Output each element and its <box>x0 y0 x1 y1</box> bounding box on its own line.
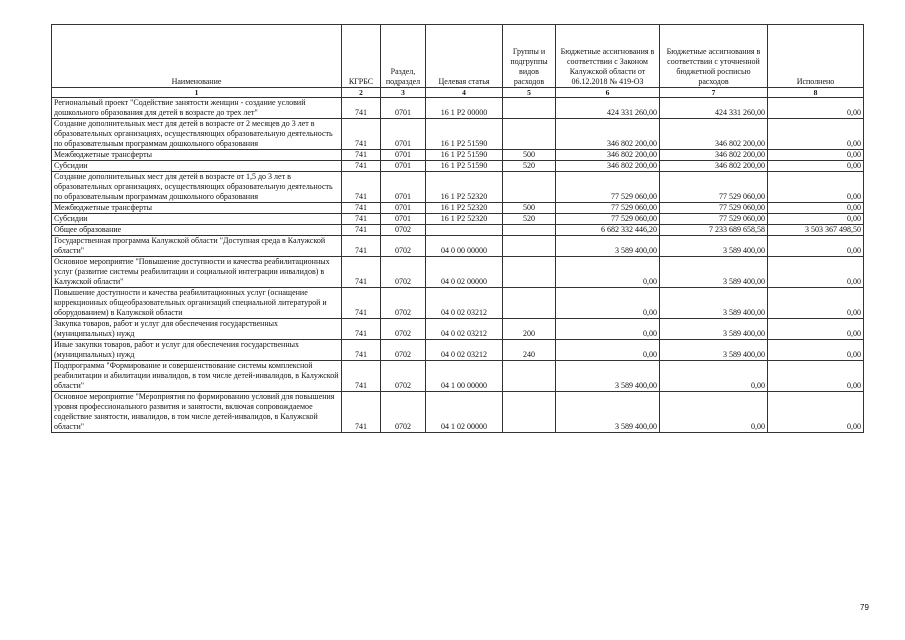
row-name: Повышение доступности и качества реабилитационных услуг (оснащение коррекционных общеобразовательных организаций специальной литературой и оборудованием) в Калужской области <box>52 288 342 319</box>
header-refined-allocations: Бюджетные ассигнования в соответствии с уточненной бюджетной росписью расходов <box>660 25 768 88</box>
row-executed-amount: 3 503 367 498,50 <box>768 225 864 236</box>
row-kgrbs: 741 <box>342 288 381 319</box>
row-section: 0702 <box>381 340 426 361</box>
table-row <box>52 203 864 214</box>
row-section: 0701 <box>381 98 426 119</box>
row-name: Закупка товаров, работ и услуг для обеспечения государственных (муниципальных) нужд <box>52 319 342 340</box>
row-executed-amount: 0,00 <box>768 236 864 257</box>
row-group <box>503 172 556 203</box>
row-refined-amount: 7 233 689 658,58 <box>660 225 768 236</box>
table-row <box>52 340 864 361</box>
row-kgrbs: 741 <box>342 361 381 392</box>
row-target: 04 0 02 00000 <box>426 257 503 288</box>
row-group: 240 <box>503 340 556 361</box>
row-kgrbs: 741 <box>342 203 381 214</box>
row-refined-amount: 424 331 260,00 <box>660 98 768 119</box>
row-law-amount: 424 331 260,00 <box>556 98 660 119</box>
row-refined-amount: 0,00 <box>660 361 768 392</box>
row-group <box>503 119 556 150</box>
row-name: Межбюджетные трансферты <box>52 203 342 214</box>
row-executed-amount: 0,00 <box>768 361 864 392</box>
table-row <box>52 172 864 203</box>
row-refined-amount: 3 589 400,00 <box>660 340 768 361</box>
row-group <box>503 98 556 119</box>
row-law-amount: 6 682 332 446,20 <box>556 225 660 236</box>
row-target: 16 1 P2 51590 <box>426 161 503 172</box>
row-executed-amount: 0,00 <box>768 392 864 433</box>
row-executed-amount: 0,00 <box>768 319 864 340</box>
column-number: 1 <box>52 88 342 98</box>
row-name: Субсидии <box>52 161 342 172</box>
table-row <box>52 361 864 392</box>
row-section: 0701 <box>381 214 426 225</box>
row-group <box>503 288 556 319</box>
row-kgrbs: 741 <box>342 161 381 172</box>
row-target: 16 1 P2 52320 <box>426 214 503 225</box>
header-law-allocations: Бюджетные ассигнования в соответствии с Законом Калужской области от 06.12.2018 № 419-ОЗ <box>556 25 660 88</box>
header-section: Раздел, подраздел <box>381 25 426 88</box>
row-section: 0701 <box>381 150 426 161</box>
row-refined-amount: 346 802 200,00 <box>660 119 768 150</box>
row-kgrbs: 741 <box>342 392 381 433</box>
row-target: 16 1 P2 51590 <box>426 119 503 150</box>
row-name: Иные закупки товаров, работ и услуг для обеспечения государственных (муниципальных) нужд <box>52 340 342 361</box>
row-target: 04 1 00 00000 <box>426 361 503 392</box>
row-law-amount: 346 802 200,00 <box>556 150 660 161</box>
row-law-amount: 3 589 400,00 <box>556 236 660 257</box>
row-name: Государственная программа Калужской области "Доступная среда в Калужской области" <box>52 236 342 257</box>
row-law-amount: 346 802 200,00 <box>556 161 660 172</box>
column-number-row <box>52 88 864 98</box>
column-number: 7 <box>660 88 768 98</box>
row-law-amount: 77 529 060,00 <box>556 203 660 214</box>
row-group <box>503 361 556 392</box>
row-executed-amount: 0,00 <box>768 214 864 225</box>
row-executed-amount: 0,00 <box>768 150 864 161</box>
row-refined-amount: 346 802 200,00 <box>660 161 768 172</box>
table-row <box>52 288 864 319</box>
row-executed-amount: 0,00 <box>768 203 864 214</box>
row-executed-amount: 0,00 <box>768 288 864 319</box>
header-executed: Исполнено <box>768 25 864 88</box>
row-law-amount: 3 589 400,00 <box>556 361 660 392</box>
row-refined-amount: 3 589 400,00 <box>660 319 768 340</box>
row-section: 0701 <box>381 203 426 214</box>
row-name: Создание дополнительных мест для детей в возрасте от 2 месяцев до 3 лет в образовательных организациях, осуществляющих образовательную деятельность по образовательным программам дошкольного образования <box>52 119 342 150</box>
row-executed-amount: 0,00 <box>768 161 864 172</box>
row-group: 500 <box>503 150 556 161</box>
header-target: Целевая статья <box>426 25 503 88</box>
table-row <box>52 150 864 161</box>
row-group: 500 <box>503 203 556 214</box>
row-target: 16 1 P2 51590 <box>426 150 503 161</box>
row-refined-amount: 346 802 200,00 <box>660 150 768 161</box>
row-kgrbs: 741 <box>342 119 381 150</box>
row-refined-amount: 77 529 060,00 <box>660 172 768 203</box>
table-row <box>52 236 864 257</box>
row-name: Основное мероприятие "Мероприятия по формированию условий для повышения уровня профессионального развития и занятости, включая сопровождаемое содействие занятости, инвалидов, в том числе детей-инвалидов, в Калужской области" <box>52 392 342 433</box>
row-target: 04 0 02 03212 <box>426 340 503 361</box>
row-section: 0702 <box>381 257 426 288</box>
table-row <box>52 257 864 288</box>
row-name: Основное мероприятие "Повышение доступности и качества реабилитационных услуг (развитие системы реабилитации и социальной интеграции инвалидов) в Калужской области" <box>52 257 342 288</box>
page-number: 79 <box>860 603 869 612</box>
row-refined-amount: 3 589 400,00 <box>660 288 768 319</box>
table-row <box>52 161 864 172</box>
header-groups: Группы и подгруппы видов расходов <box>503 25 556 88</box>
row-kgrbs: 741 <box>342 214 381 225</box>
row-law-amount: 77 529 060,00 <box>556 214 660 225</box>
row-section: 0701 <box>381 161 426 172</box>
row-refined-amount: 3 589 400,00 <box>660 236 768 257</box>
header-name: Наименование <box>52 25 342 88</box>
row-target: 16 1 P2 52320 <box>426 203 503 214</box>
column-number: 5 <box>503 88 556 98</box>
row-name: Создание дополнительных мест для детей в возрасте от 1,5 до 3 лет в образовательных организациях, осуществляющих образовательную деятельность по образовательным программам дошкольного образования <box>52 172 342 203</box>
row-law-amount: 0,00 <box>556 257 660 288</box>
row-section: 0702 <box>381 392 426 433</box>
column-number: 3 <box>381 88 426 98</box>
row-target: 04 0 02 03212 <box>426 319 503 340</box>
row-target: 04 1 02 00000 <box>426 392 503 433</box>
row-refined-amount: 3 589 400,00 <box>660 257 768 288</box>
row-section: 0702 <box>381 225 426 236</box>
row-executed-amount: 0,00 <box>768 172 864 203</box>
row-law-amount: 346 802 200,00 <box>556 119 660 150</box>
row-kgrbs: 741 <box>342 257 381 288</box>
row-group <box>503 236 556 257</box>
row-refined-amount: 77 529 060,00 <box>660 203 768 214</box>
table-row <box>52 119 864 150</box>
row-name: Межбюджетные трансферты <box>52 150 342 161</box>
row-target: 04 0 02 03212 <box>426 288 503 319</box>
row-executed-amount: 0,00 <box>768 340 864 361</box>
table-row <box>52 225 864 236</box>
table-row <box>52 98 864 119</box>
row-group <box>503 225 556 236</box>
row-refined-amount: 0,00 <box>660 392 768 433</box>
row-law-amount: 0,00 <box>556 319 660 340</box>
row-group <box>503 392 556 433</box>
row-section: 0702 <box>381 288 426 319</box>
row-kgrbs: 741 <box>342 340 381 361</box>
row-section: 0702 <box>381 236 426 257</box>
column-number: 8 <box>768 88 864 98</box>
budget-table <box>51 24 864 433</box>
column-number: 2 <box>342 88 381 98</box>
row-group: 520 <box>503 161 556 172</box>
row-executed-amount: 0,00 <box>768 119 864 150</box>
row-target: 16 1 P2 52320 <box>426 172 503 203</box>
row-target: 04 0 00 00000 <box>426 236 503 257</box>
row-name: Общее образование <box>52 225 342 236</box>
row-name: Региональный проект "Содействие занятости женщин - создание условий дошкольного образования для детей в возрасте до трех лет" <box>52 98 342 119</box>
row-kgrbs: 741 <box>342 98 381 119</box>
row-kgrbs: 741 <box>342 319 381 340</box>
row-refined-amount: 77 529 060,00 <box>660 214 768 225</box>
column-number: 4 <box>426 88 503 98</box>
table-row <box>52 392 864 433</box>
row-section: 0702 <box>381 319 426 340</box>
row-kgrbs: 741 <box>342 236 381 257</box>
row-name: Подпрограмма "Формирование и совершенствование системы комплексной реабилитации и абилитации инвалидов, в том числе детей-инвалидов, в Калужской области" <box>52 361 342 392</box>
header-kgrbs: КГРБС <box>342 25 381 88</box>
row-executed-amount: 0,00 <box>768 257 864 288</box>
row-kgrbs: 741 <box>342 150 381 161</box>
row-group: 200 <box>503 319 556 340</box>
row-law-amount: 0,00 <box>556 340 660 361</box>
row-kgrbs: 741 <box>342 172 381 203</box>
row-target: 16 1 P2 00000 <box>426 98 503 119</box>
row-kgrbs: 741 <box>342 225 381 236</box>
row-section: 0701 <box>381 172 426 203</box>
row-law-amount: 0,00 <box>556 288 660 319</box>
row-target <box>426 225 503 236</box>
row-executed-amount: 0,00 <box>768 98 864 119</box>
row-group <box>503 257 556 288</box>
table-row <box>52 214 864 225</box>
row-section: 0702 <box>381 361 426 392</box>
table-row <box>52 319 864 340</box>
row-name: Субсидии <box>52 214 342 225</box>
table-header-row <box>52 25 864 88</box>
row-law-amount: 77 529 060,00 <box>556 172 660 203</box>
row-law-amount: 3 589 400,00 <box>556 392 660 433</box>
column-number: 6 <box>556 88 660 98</box>
row-section: 0701 <box>381 119 426 150</box>
row-group: 520 <box>503 214 556 225</box>
